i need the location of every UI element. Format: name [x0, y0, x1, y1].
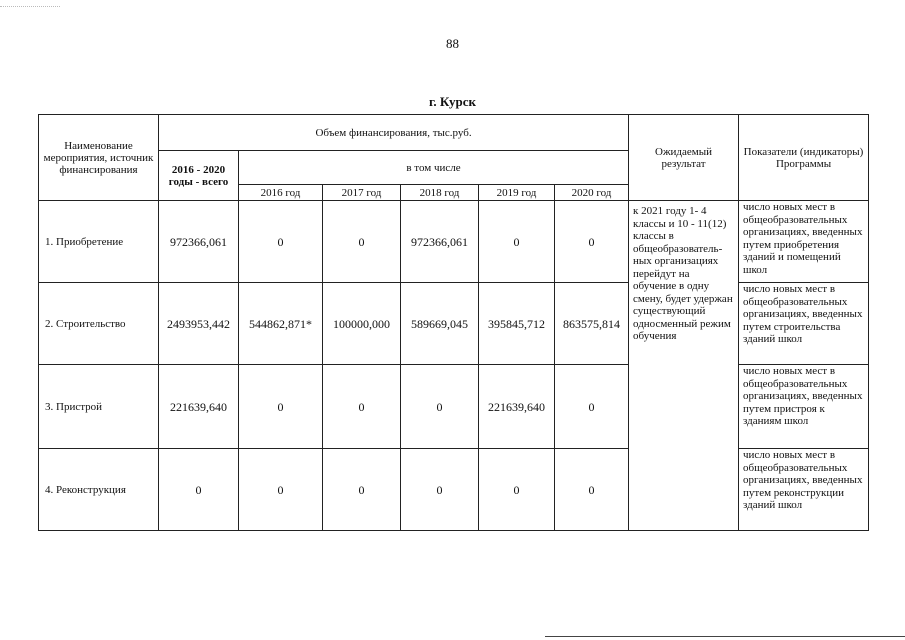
- row-name: 1. Приобретение: [39, 201, 159, 283]
- scan-edge-line: [545, 636, 905, 637]
- header-year-2018: 2018 год: [401, 185, 479, 201]
- row-name: 3. Пристрой: [39, 365, 159, 449]
- city-title: г. Курск: [428, 94, 477, 109]
- row-name: 4. Реконструкция: [39, 449, 159, 531]
- header-year-2019: 2019 год: [479, 185, 555, 201]
- cell-2017: 0: [323, 201, 401, 283]
- cell-2016: 0: [239, 365, 323, 449]
- cell-2017: 0: [323, 365, 401, 449]
- header-indicators: Показатели (индикаторы) Программы: [739, 115, 869, 201]
- header-year-2016: 2016 год: [239, 185, 323, 201]
- header-including: в том числе: [239, 151, 629, 185]
- header-expected-result: Ожидаемый результат: [629, 115, 739, 201]
- cell-2016: 0: [239, 449, 323, 531]
- expected-result-text: к 2021 году 1- 4 классы и 10 - 11(12) классы в общеобразователь-ных организациях перейдут на обучение в одну смену, будет удержан существующий односменный режим обучения: [629, 201, 739, 531]
- cell-2017: 100000,000: [323, 283, 401, 365]
- cell-2016: 544862,871*: [239, 283, 323, 365]
- row-name: 2. Строительство: [39, 283, 159, 365]
- header-total: 2016 - 2020 годы - всего: [159, 151, 239, 201]
- financing-table: [38, 114, 869, 531]
- cell-total: 2493953,442: [159, 283, 239, 365]
- cell-2020: 0: [555, 449, 629, 531]
- cell-2018: 0: [401, 449, 479, 531]
- header-year-2017: 2017 год: [323, 185, 401, 201]
- indicator-text: число новых мест в общеобразовательных организациях, введенных путем реконструкции зданий школ: [739, 449, 869, 531]
- cell-2019: 0: [479, 201, 555, 283]
- cell-total: 221639,640: [159, 365, 239, 449]
- cell-2017: 0: [323, 449, 401, 531]
- header-year-2020: 2020 год: [555, 185, 629, 201]
- table-row: [39, 365, 869, 449]
- cell-2019: 221639,640: [479, 365, 555, 449]
- cell-2019: 395845,712: [479, 283, 555, 365]
- cell-2016: 0: [239, 201, 323, 283]
- table-row: [39, 449, 869, 531]
- page-number: 88: [446, 36, 459, 51]
- table-row: [39, 201, 869, 283]
- cell-2020: 0: [555, 201, 629, 283]
- header-financing-volume: Объем финансирования, тыс.руб.: [159, 115, 629, 151]
- cell-2020: 0: [555, 365, 629, 449]
- cell-2018: 972366,061: [401, 201, 479, 283]
- cell-total: 0: [159, 449, 239, 531]
- scan-corner-mark: [0, 0, 60, 7]
- cell-2019: 0: [479, 449, 555, 531]
- cell-2020: 863575,814: [555, 283, 629, 365]
- indicator-text: число новых мест в общеобразовательных организациях, введенных путем пристроя к зданиям школ: [739, 365, 869, 449]
- table-row: [39, 283, 869, 365]
- indicator-text: число новых мест в общеобразовательных организациях, введенных путем приобретения зданий и помещений школ: [739, 201, 869, 283]
- cell-2018: 589669,045: [401, 283, 479, 365]
- indicator-text: число новых мест в общеобразовательных организациях, введенных путем строительства зданий школ: [739, 283, 869, 365]
- cell-2018: 0: [401, 365, 479, 449]
- cell-total: 972366,061: [159, 201, 239, 283]
- header-name: Наименование мероприятия, источник финансирования: [39, 115, 159, 201]
